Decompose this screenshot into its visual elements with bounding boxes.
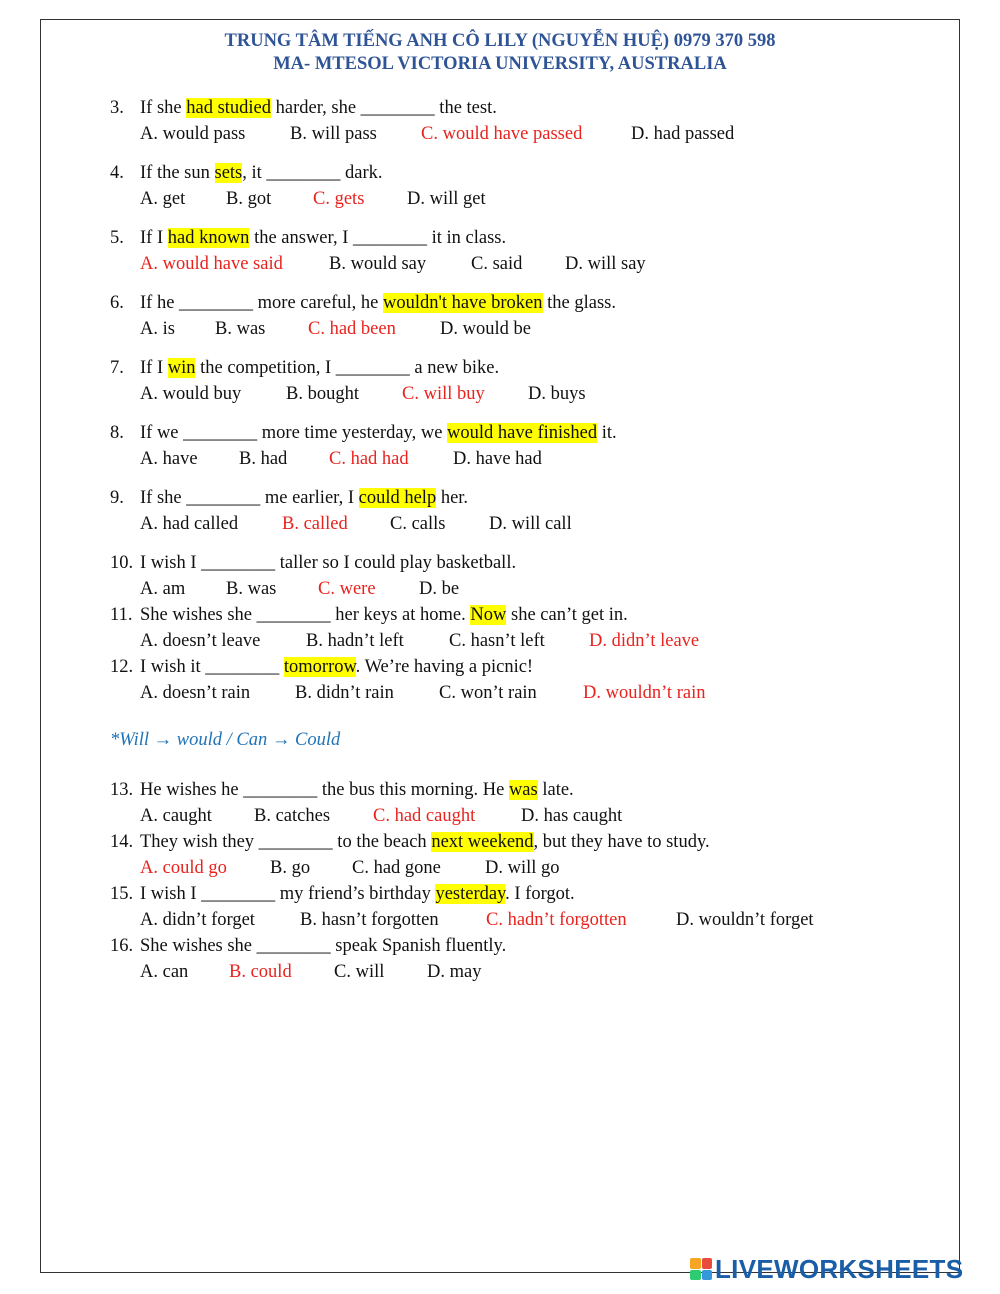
question-text-end: . I forgot. xyxy=(505,884,575,904)
answer-option[interactable]: B. didn’t rain xyxy=(295,683,394,703)
answer-option[interactable]: B. bought xyxy=(286,384,359,404)
answer-option[interactable]: A. doesn’t rain xyxy=(140,683,251,703)
correct-answer-option[interactable]: C. had had xyxy=(329,449,409,469)
question-text: If she xyxy=(140,98,187,118)
answer-option[interactable]: B. go xyxy=(270,858,311,878)
question-6 xyxy=(110,291,616,315)
answer-option[interactable]: D. be xyxy=(419,579,460,599)
question-3 xyxy=(110,96,497,120)
answer-option[interactable]: C. calls xyxy=(390,514,446,534)
question-text-end: , but they have to study. xyxy=(533,832,710,852)
question-text: I wish I ________ my friend’s birthday xyxy=(140,884,436,904)
correct-answer-option[interactable]: B. could xyxy=(229,962,292,982)
question-7 xyxy=(110,356,499,380)
question-10 xyxy=(110,551,516,575)
question-text: If I xyxy=(140,358,168,378)
question-12 xyxy=(110,655,533,679)
highlighted-keyword: tomorrow xyxy=(283,657,356,677)
question-number: 13. xyxy=(110,780,134,800)
answer-option[interactable]: D. will go xyxy=(485,858,560,878)
answer-option[interactable]: D. will call xyxy=(489,514,572,534)
answer-option[interactable]: D. buys xyxy=(528,384,586,404)
answer-option[interactable]: D. had passed xyxy=(631,124,735,144)
question-text-end: the glass. xyxy=(542,293,616,313)
header-line-2: MA- MTESOL VICTORIA UNIVERSITY, AUSTRALIA xyxy=(273,54,727,74)
question-text: If I xyxy=(140,228,168,248)
question-text: If we ________ more time yesterday, we xyxy=(140,423,448,443)
answer-option[interactable]: B. was xyxy=(215,319,266,339)
question-number: 10. xyxy=(110,553,134,573)
answer-option[interactable]: A. can xyxy=(140,962,189,982)
highlighted-keyword: sets xyxy=(214,163,243,183)
question-4 xyxy=(110,161,383,185)
question-text-end: late. xyxy=(537,780,574,800)
question-11 xyxy=(110,603,628,627)
question-text-end: the answer, I ________ it in class. xyxy=(249,228,507,248)
correct-answer-option[interactable]: A. could go xyxy=(140,858,227,878)
correct-answer-option[interactable]: D. wouldn’t rain xyxy=(583,683,706,703)
answer-option[interactable]: C. said xyxy=(471,254,523,274)
answer-option[interactable]: B. catches xyxy=(254,806,331,826)
highlighted-keyword: had known xyxy=(167,228,250,248)
highlighted-keyword: wouldn't have broken xyxy=(382,293,543,313)
question-text-end: the competition, I ________ a new bike. xyxy=(195,358,500,378)
correct-answer-option[interactable]: D. didn’t leave xyxy=(589,631,700,651)
answer-option[interactable]: A. am xyxy=(140,579,186,599)
answer-option[interactable]: D. may xyxy=(427,962,482,982)
question-9 xyxy=(110,486,468,510)
answer-option[interactable]: B. had xyxy=(239,449,288,469)
answer-option[interactable]: A. is xyxy=(140,319,175,339)
question-number: 12. xyxy=(110,657,134,677)
correct-answer-option[interactable]: A. would have said xyxy=(140,254,283,274)
liveworksheets-logo-icon xyxy=(690,1258,712,1280)
answer-option[interactable]: A. caught xyxy=(140,806,212,826)
correct-answer-option[interactable]: B. called xyxy=(282,514,348,534)
question-number: 4. xyxy=(110,163,124,183)
highlighted-keyword: win xyxy=(167,358,196,378)
correct-answer-option[interactable]: C. were xyxy=(318,579,376,599)
question-text: If the sun xyxy=(140,163,215,183)
question-text: He wishes he ________ the bus this morning. He xyxy=(140,780,509,800)
question-number: 5. xyxy=(110,228,124,248)
question-5 xyxy=(110,226,506,250)
question-16 xyxy=(110,934,506,958)
answer-option[interactable]: A. have xyxy=(140,449,198,469)
highlighted-keyword: next weekend xyxy=(431,832,534,852)
grammar-note: *Will → would / Can → Could xyxy=(110,730,341,750)
question-text-end: it. xyxy=(597,423,617,443)
answer-option[interactable]: A. had called xyxy=(140,514,239,534)
question-number: 3. xyxy=(110,98,124,118)
question-text: I wish I ________ taller so I could play basketball. xyxy=(140,553,517,573)
correct-answer-option[interactable]: C. will buy xyxy=(402,384,485,404)
question-text-end: she can’t get in. xyxy=(506,605,628,625)
answer-option[interactable]: C. hasn’t left xyxy=(449,631,545,651)
highlighted-keyword: would have finished xyxy=(447,423,598,443)
correct-answer-option[interactable]: C. gets xyxy=(313,189,365,209)
answer-option[interactable]: D. will say xyxy=(565,254,646,274)
correct-answer-option[interactable]: C. would have passed xyxy=(421,124,583,144)
highlighted-keyword: could help xyxy=(358,488,437,508)
answer-option[interactable]: B. would say xyxy=(329,254,427,274)
question-text: She wishes she ________ her keys at home. xyxy=(140,605,471,625)
correct-answer-option[interactable]: C. had been xyxy=(308,319,396,339)
answer-option[interactable]: D. would be xyxy=(440,319,531,339)
answer-option[interactable]: B. hasn’t forgotten xyxy=(300,910,439,930)
answer-option[interactable]: D. has caught xyxy=(521,806,623,826)
question-number: 8. xyxy=(110,423,124,443)
correct-answer-option[interactable]: C. hadn’t forgotten xyxy=(486,910,627,930)
answer-option[interactable]: C. won’t rain xyxy=(439,683,537,703)
header-line-1: TRUNG TÂM TIẾNG ANH CÔ LILY (NGUYỄN HUỆ) 0979 370 598 xyxy=(224,31,776,51)
question-text-end: her. xyxy=(436,488,469,508)
question-text-end: , it ________ dark. xyxy=(242,163,383,183)
highlighted-keyword: Now xyxy=(470,605,507,625)
question-text: If she ________ me earlier, I xyxy=(140,488,359,508)
question-number: 6. xyxy=(110,293,124,313)
liveworksheets-wordmark: LIVEWORKSHEETS xyxy=(715,1253,964,1284)
highlighted-keyword: was xyxy=(508,780,538,800)
correct-answer-option[interactable]: C. had caught xyxy=(373,806,476,826)
answer-option[interactable]: A. didn’t forget xyxy=(140,910,255,930)
question-8 xyxy=(110,421,617,445)
question-text-end: . We’re having a picnic! xyxy=(355,657,534,677)
answer-option[interactable]: B. hadn’t left xyxy=(306,631,404,651)
question-13 xyxy=(110,778,574,802)
answer-option[interactable]: D. have had xyxy=(453,449,542,469)
header xyxy=(40,30,960,76)
answer-option[interactable]: B. will pass xyxy=(290,124,377,144)
answer-option[interactable]: D. wouldn’t forget xyxy=(676,910,814,930)
question-14 xyxy=(110,830,710,854)
question-number: 7. xyxy=(110,358,124,378)
answer-option[interactable]: B. was xyxy=(226,579,277,599)
question-text: They wish they ________ to the beach xyxy=(140,832,432,852)
question-number: 9. xyxy=(110,488,124,508)
question-number: 16. xyxy=(110,936,134,956)
question-text: I wish it ________ xyxy=(140,657,284,677)
question-15 xyxy=(110,882,575,906)
answer-option[interactable]: C. will xyxy=(334,962,385,982)
question-number: 14. xyxy=(110,832,134,852)
question-text: If he ________ more careful, he xyxy=(140,293,383,313)
answer-option[interactable]: C. had gone xyxy=(352,858,441,878)
answer-option[interactable]: A. would pass xyxy=(140,124,246,144)
question-text-end: harder, she ________ the test. xyxy=(271,98,497,118)
highlighted-keyword: had studied xyxy=(186,98,272,118)
answer-option[interactable]: A. would buy xyxy=(140,384,242,404)
answer-option[interactable]: D. will get xyxy=(407,189,486,209)
highlighted-keyword: yesterday xyxy=(435,884,506,904)
answer-option[interactable]: A. get xyxy=(140,189,186,209)
answer-option[interactable]: B. got xyxy=(226,189,272,209)
answer-option[interactable]: A. doesn’t leave xyxy=(140,631,261,651)
question-text: She wishes she ________ speak Spanish fluently. xyxy=(140,936,507,956)
question-number: 15. xyxy=(110,884,134,904)
question-number: 11. xyxy=(110,605,133,625)
liveworksheets-brand xyxy=(690,1254,963,1284)
